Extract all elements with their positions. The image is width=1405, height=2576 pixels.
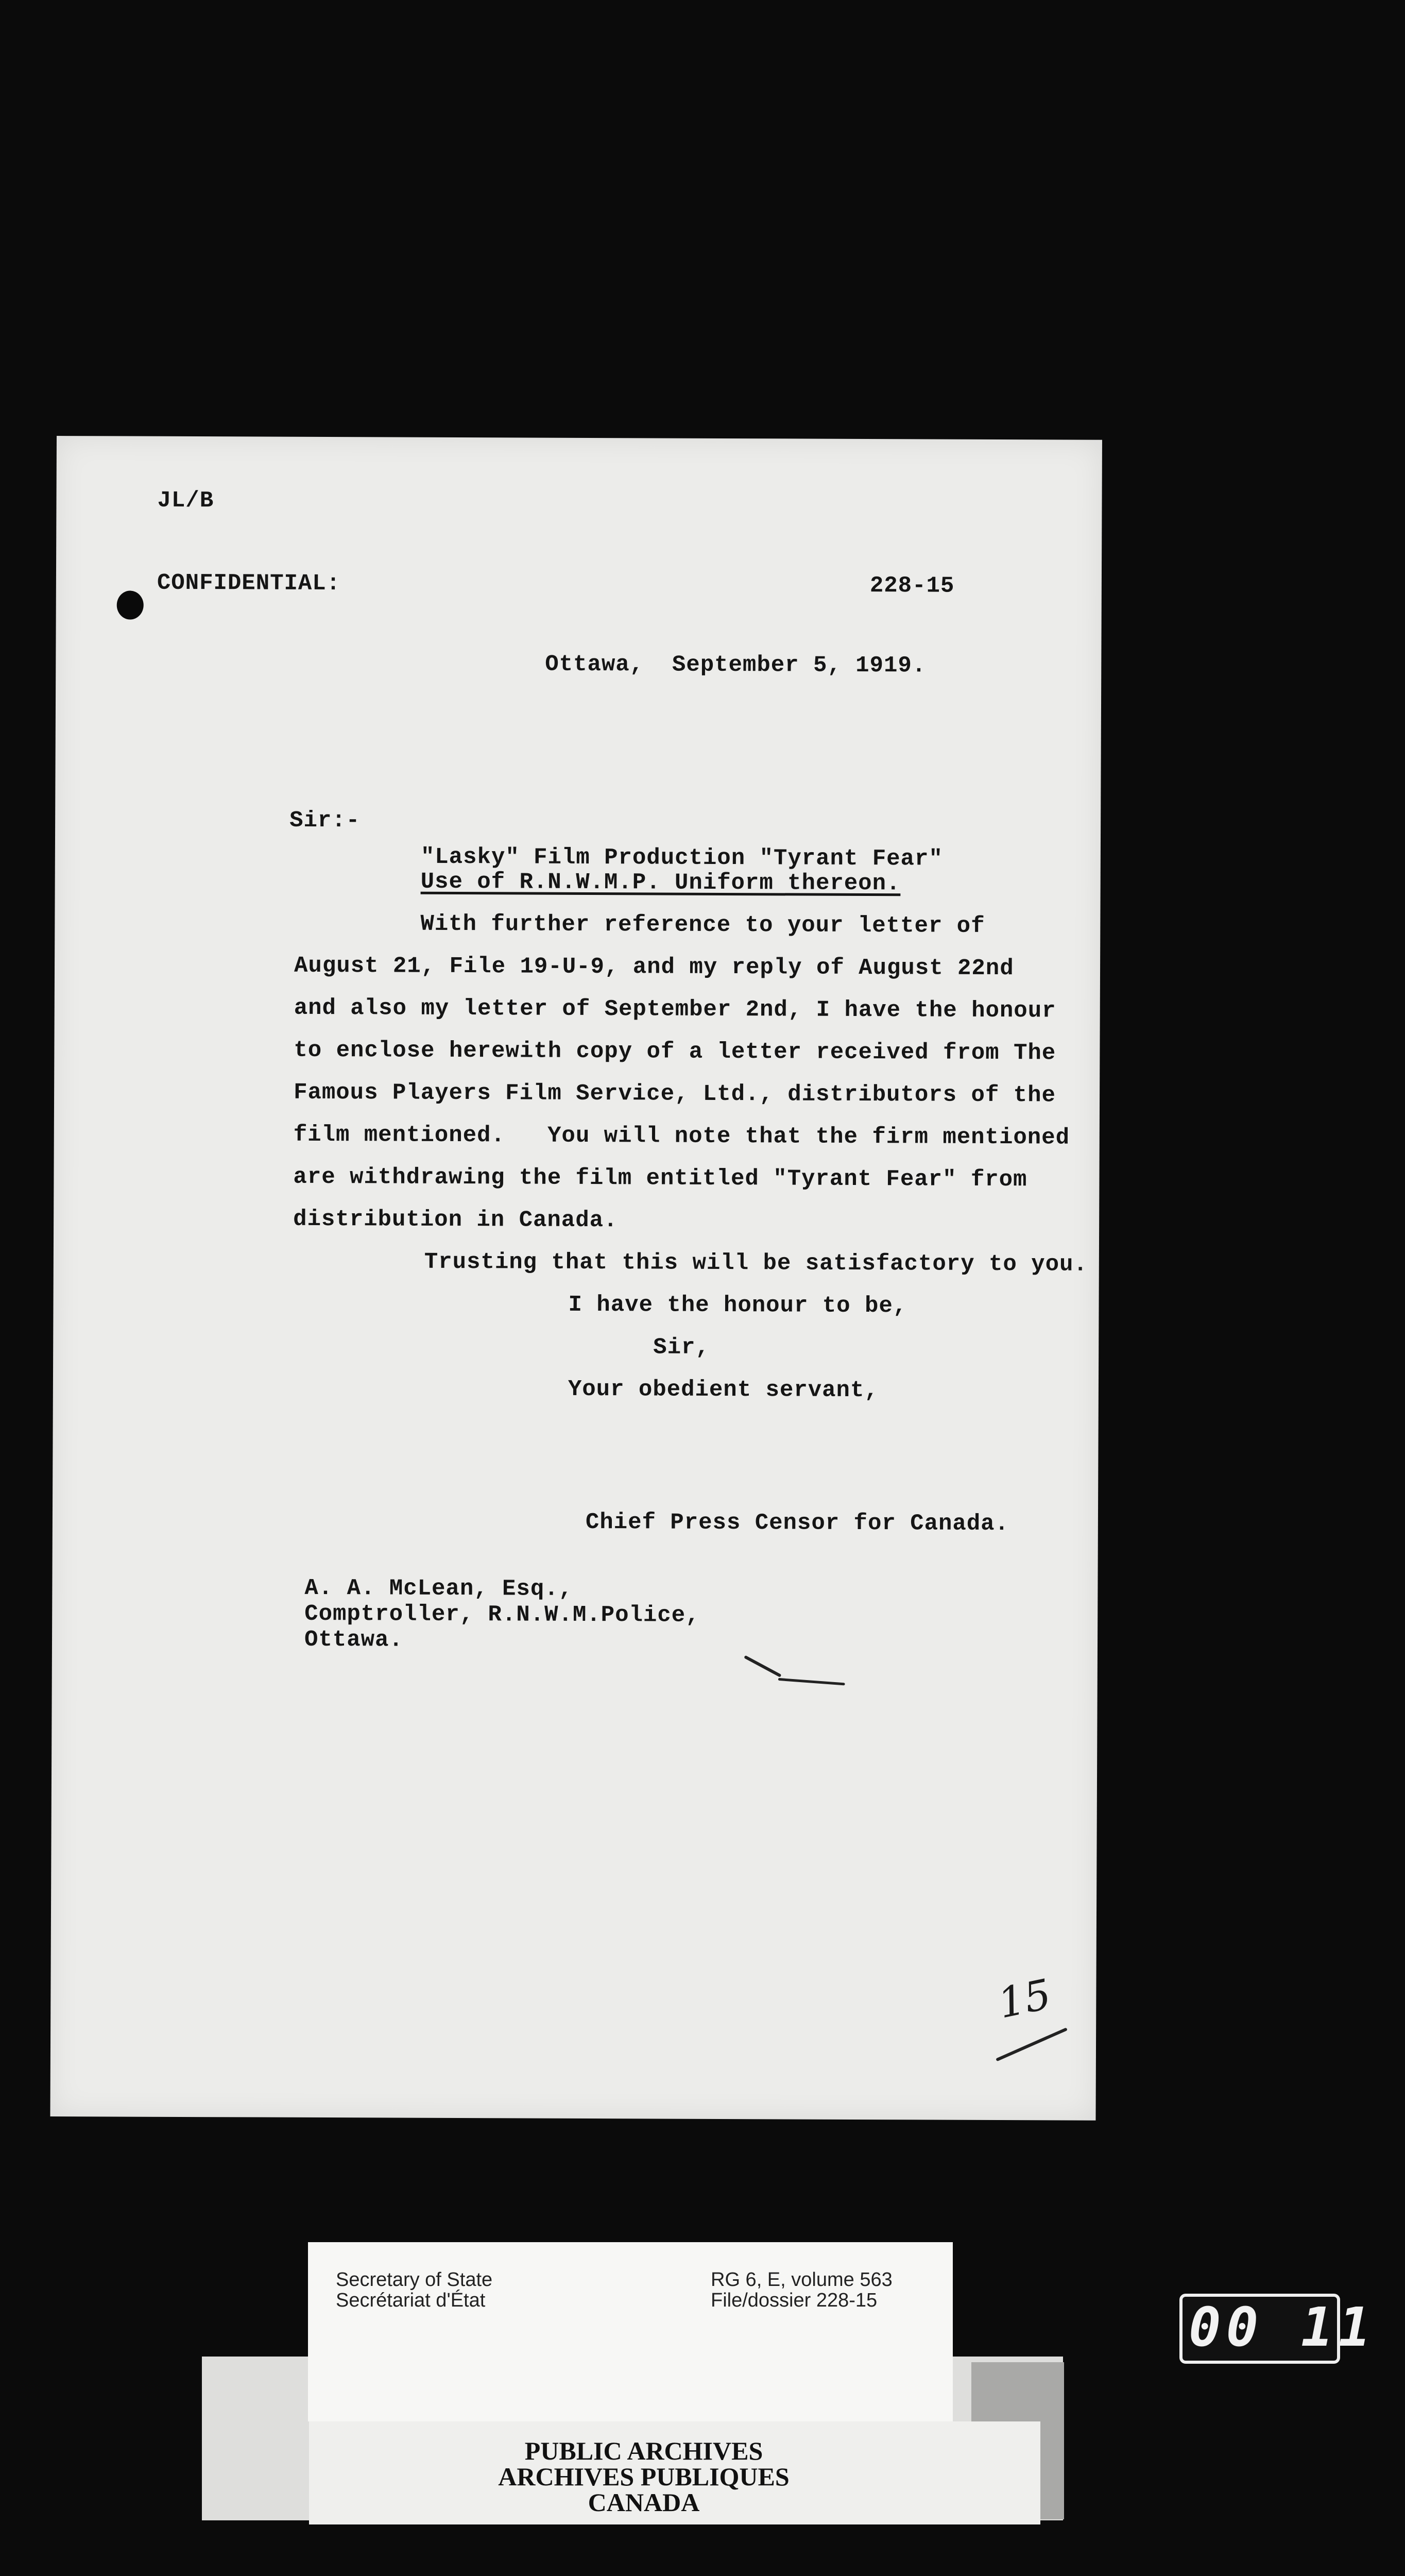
institution-fr: ARCHIVES PUBLIQUES bbox=[498, 2462, 790, 2491]
department-fr: Secrétariat d'État bbox=[336, 2290, 486, 2311]
body-line: and also my letter of September 2nd, I have the honour bbox=[294, 995, 1056, 1024]
classification: CONFIDENTIAL: bbox=[157, 570, 341, 597]
body-line: distribution in Canada. bbox=[293, 1206, 618, 1234]
body-line: are withdrawing the film entitled "Tyrant Fear" from bbox=[293, 1164, 1027, 1193]
closing-line: Sir, bbox=[653, 1334, 710, 1361]
body-line: Famous Players Film Service, Ltd., distributors of the bbox=[294, 1079, 1056, 1109]
handwritten-underline bbox=[996, 2027, 1068, 2061]
closing-line: Your obedient servant, bbox=[568, 1376, 879, 1404]
subject-line-2: Use of R.N.W.M.P. Uniform thereon. bbox=[420, 869, 901, 897]
subject-line-1: "Lasky" Film Production "Tyrant Fear" bbox=[420, 844, 943, 872]
closing-line: I have the honour to be, bbox=[568, 1292, 907, 1319]
file-number: 228-15 bbox=[869, 573, 955, 599]
closing-line: Trusting that this will be satisfactory to you. bbox=[424, 1249, 1088, 1278]
body-line: film mentioned. You will note that the firm mentioned bbox=[293, 1122, 1070, 1151]
addressee-line: Comptroller, R.N.W.M.Police, bbox=[304, 1601, 700, 1629]
department-en: Secretary of State bbox=[336, 2269, 493, 2291]
place-date: Ottawa, September 5, 1919. bbox=[545, 651, 927, 679]
institution-country: CANADA bbox=[588, 2488, 700, 2517]
punch-hole bbox=[117, 590, 144, 619]
archive-file: File/dossier 228-15 bbox=[711, 2290, 878, 2311]
addressee-line: Ottawa. bbox=[304, 1626, 403, 1653]
institution-en: PUBLIC ARCHIVES bbox=[524, 2436, 763, 2465]
pencil-mark bbox=[744, 1655, 781, 1677]
body-line: With further reference to your letter of bbox=[420, 911, 985, 939]
salutation: Sir:- bbox=[289, 807, 361, 834]
pencil-mark bbox=[778, 1678, 845, 1686]
archive-reference: RG 6, E, volume 563 bbox=[711, 2269, 893, 2291]
letter-page bbox=[50, 436, 1102, 2121]
body-line: to enclose herewith copy of a letter received from The bbox=[294, 1037, 1056, 1066]
frame-counter: 00 11 bbox=[1189, 2296, 1376, 2359]
signature-title: Chief Press Censor for Canada. bbox=[585, 1509, 1009, 1537]
reference-initials: JL/B bbox=[157, 487, 214, 514]
addressee-line: A. A. McLean, Esq., bbox=[304, 1575, 573, 1602]
handwritten-page-number: 15 bbox=[993, 1970, 1055, 2028]
body-line: August 21, File 19-U-9, and my reply of August 22nd bbox=[294, 953, 1014, 982]
